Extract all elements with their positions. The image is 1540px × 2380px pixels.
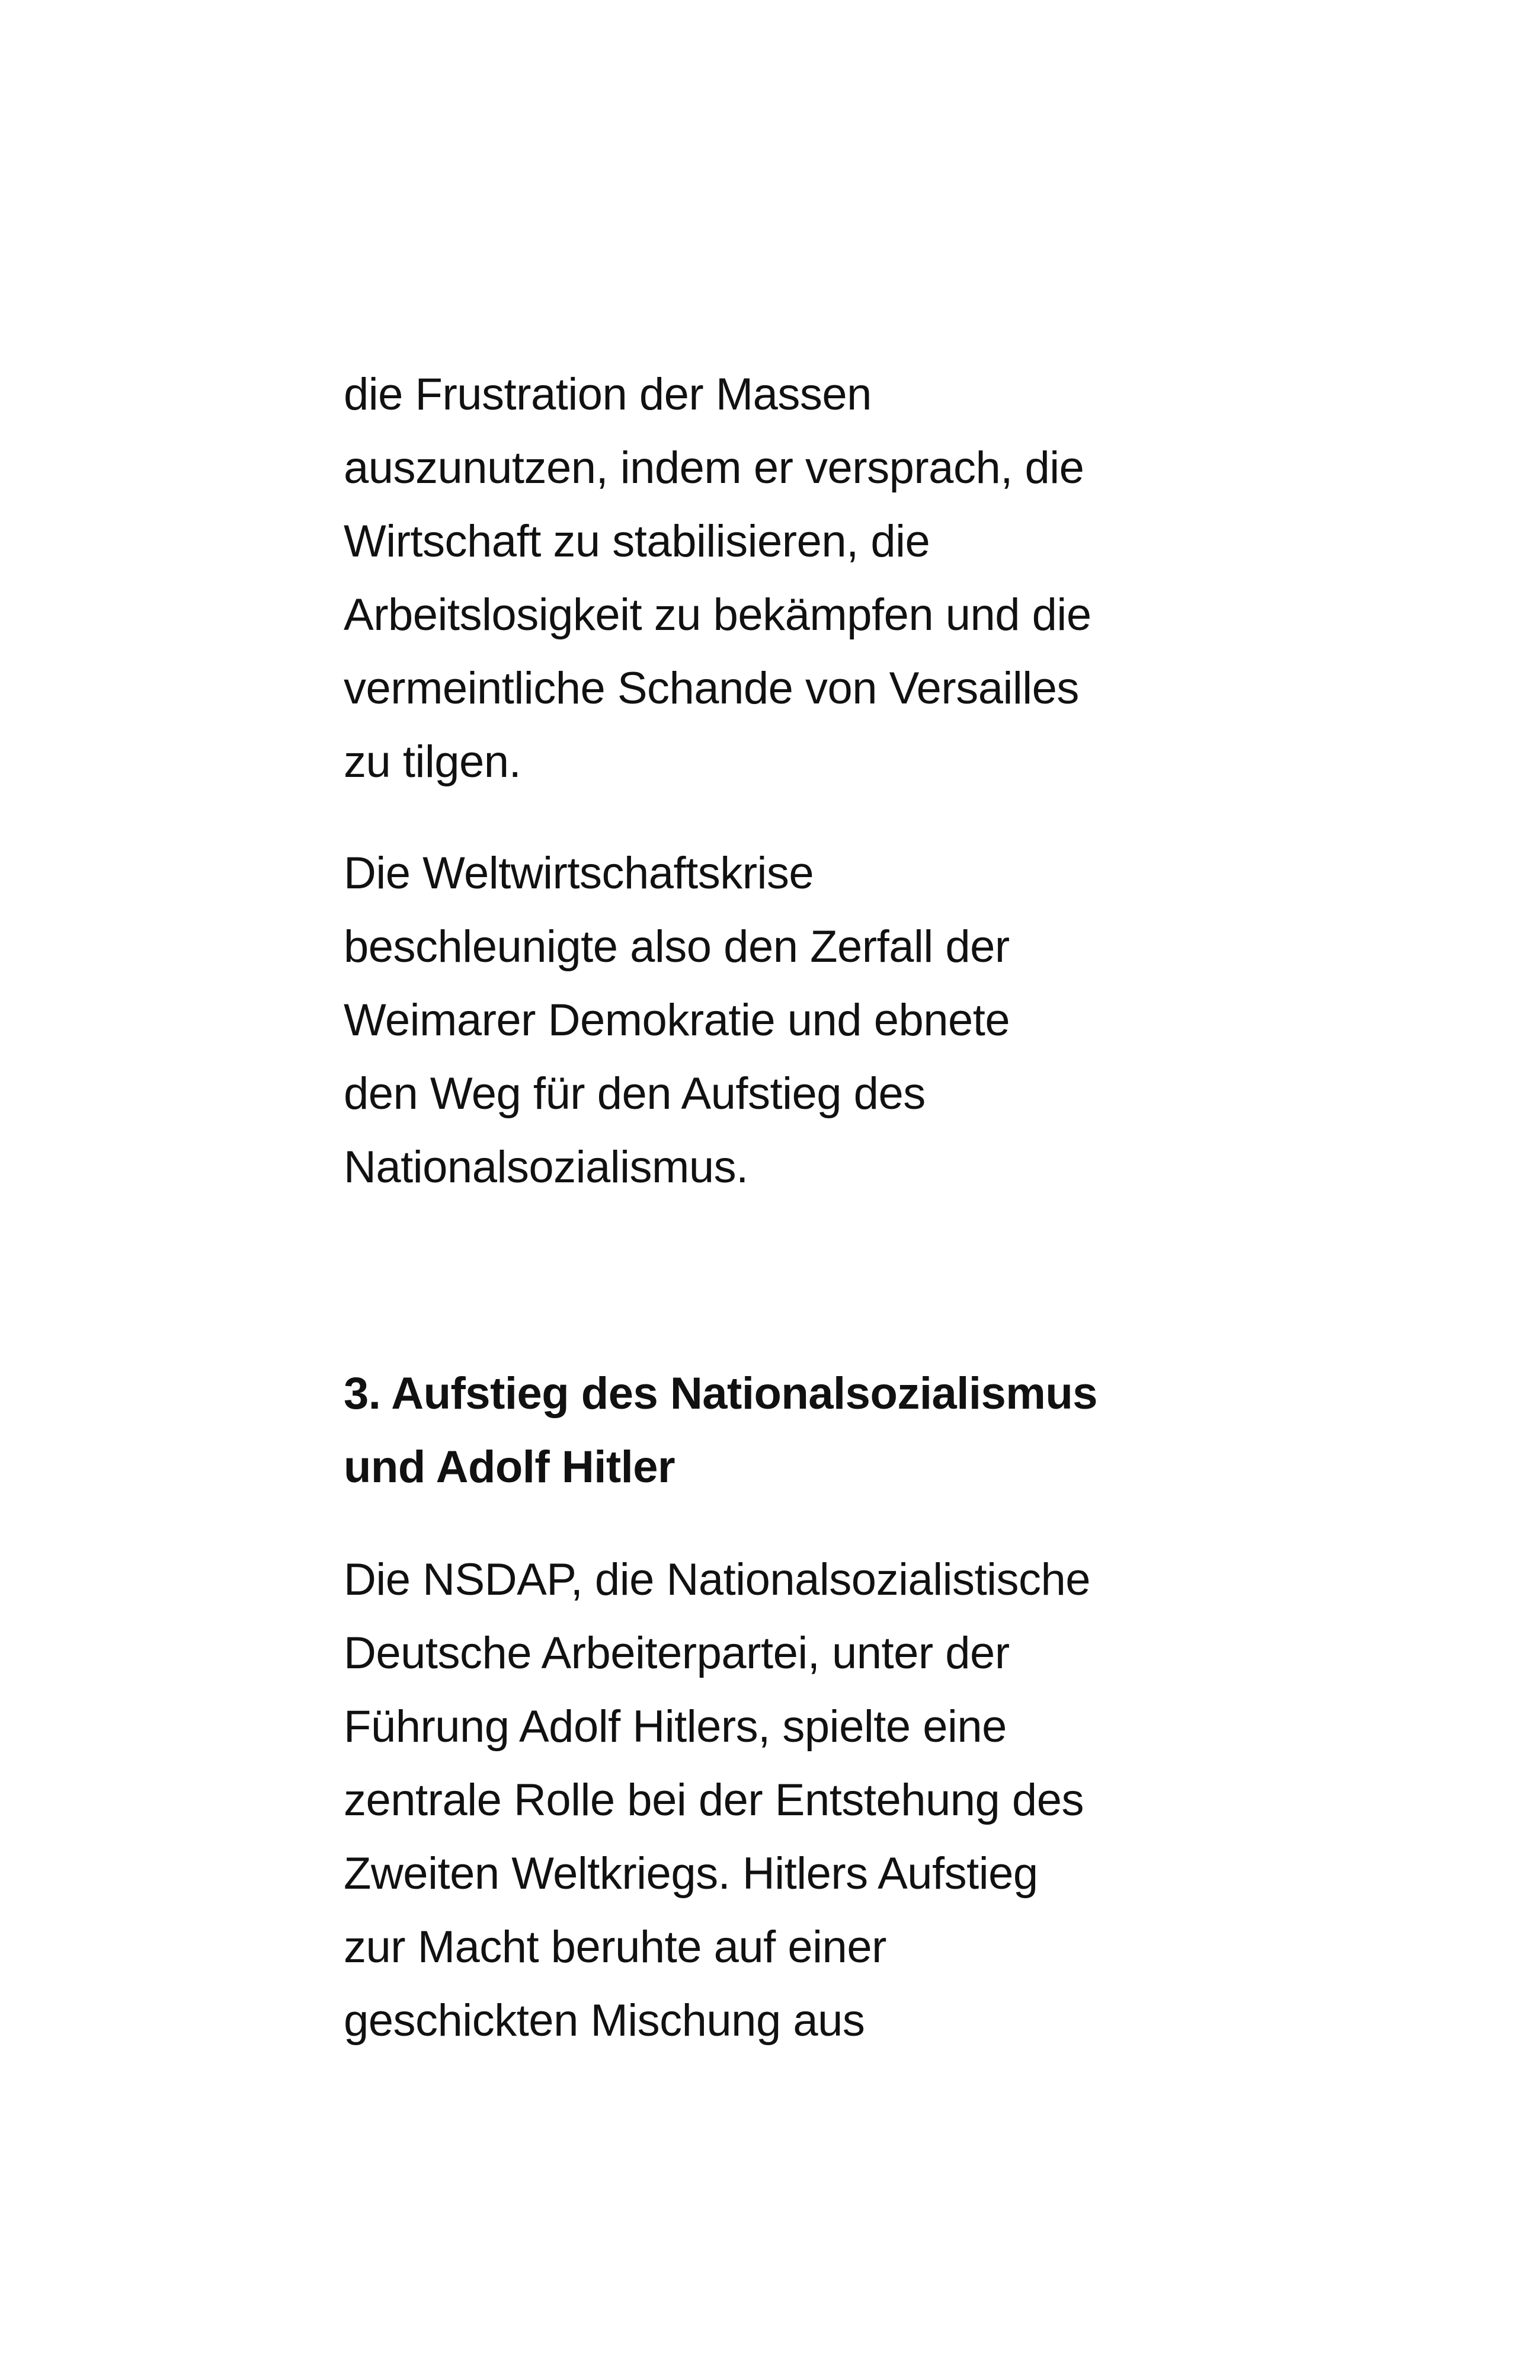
paragraph-line: Zweiten Weltkriegs. Hitlers Aufstieg <box>344 1848 1038 1899</box>
paragraph-line: zentrale Rolle bei der Entstehung des <box>344 1775 1084 1825</box>
paragraph-line: zu tilgen. <box>344 737 521 787</box>
paragraph-line: Deutsche Arbeiterpartei, unter der <box>344 1628 1010 1678</box>
paragraph-line: Die NSDAP, die Nationalsozialistische <box>344 1554 1091 1605</box>
paragraph-line: auszunutzen, indem er versprach, die <box>344 443 1084 493</box>
heading-line: und Adolf Hitler <box>344 1442 675 1492</box>
paragraph-nsdap <box>344 1543 1268 2058</box>
paragraph-line: Führung Adolf Hitlers, spielte eine <box>344 1701 1007 1752</box>
heading-line: 3. Aufstieg des Nationalsozialismus <box>344 1368 1098 1419</box>
paragraph-line: den Weg für den Aufstieg des <box>344 1069 926 1119</box>
paragraph-frustration <box>344 358 1268 799</box>
paragraph-line: Arbeitslosigkeit zu bekämpfen und die <box>344 590 1091 640</box>
paragraph-line: Die Weltwirtschaftskrise <box>344 848 814 898</box>
paragraph-line: Weimarer Demokratie und ebnete <box>344 995 1010 1045</box>
paragraph-line: beschleunigte also den Zerfall der <box>344 922 1010 972</box>
paragraph-line: Wirtschaft zu stabilisieren, die <box>344 516 930 567</box>
paragraph-line: zur Macht beruhte auf einer <box>344 1922 886 1972</box>
paragraph-line: Nationalsozialismus. <box>344 1142 748 1192</box>
section-heading <box>344 1357 1268 1504</box>
paragraph-line: vermeintliche Schande von Versailles <box>344 663 1079 714</box>
paragraph-line: geschickten Mischung aus <box>344 1995 865 2046</box>
paragraph-line: die Frustration der Massen <box>344 369 872 420</box>
paragraph-weltwirtschaftskrise <box>344 837 1268 1204</box>
